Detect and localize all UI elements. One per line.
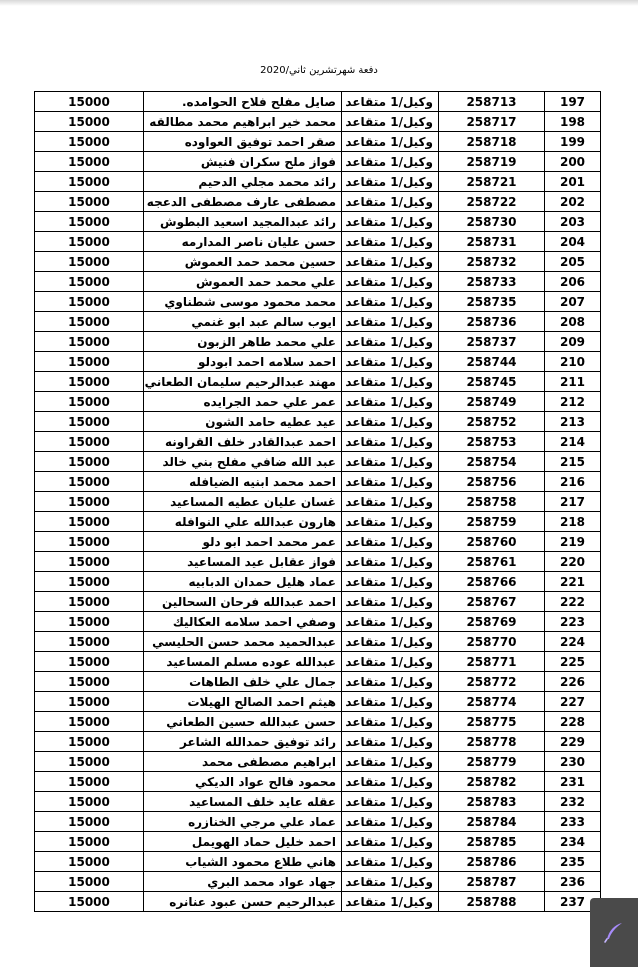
row-seq-cell: 216 xyxy=(545,472,601,492)
table-row xyxy=(35,112,601,132)
row-rank-cell: وكيل/1 متقاعد xyxy=(342,552,439,572)
row-rank-cell: وكيل/1 متقاعد xyxy=(342,812,439,832)
row-name-cell: احمد محمد ابنيه الضيافله xyxy=(144,472,342,492)
row-seq-cell: 200 xyxy=(545,152,601,172)
row-number-cell: 258782 xyxy=(439,772,545,792)
table-row xyxy=(35,812,601,832)
row-number-cell: 258753 xyxy=(439,432,545,452)
row-amount-cell: 15000 xyxy=(35,492,144,512)
row-seq-cell: 201 xyxy=(545,172,601,192)
row-seq-cell: 225 xyxy=(545,652,601,672)
row-amount-cell: 15000 xyxy=(35,332,144,352)
table-row xyxy=(35,672,601,692)
row-rank-cell: وكيل/1 متقاعد xyxy=(342,872,439,892)
row-rank-cell: وكيل/1 متقاعد xyxy=(342,632,439,652)
row-name-cell: مصطفى عارف مصطفى الدعجه xyxy=(144,192,342,212)
row-rank-cell: وكيل/1 متقاعد xyxy=(342,712,439,732)
row-seq-cell: 212 xyxy=(545,392,601,412)
row-number-cell: 258760 xyxy=(439,532,545,552)
row-amount-cell: 15000 xyxy=(35,772,144,792)
row-rank-cell: وكيل/1 متقاعد xyxy=(342,652,439,672)
table-row xyxy=(35,612,601,632)
row-amount-cell: 15000 xyxy=(35,592,144,612)
row-name-cell: عبد الله ضافي مفلح بني خالد xyxy=(144,452,342,472)
row-name-cell: عبدالرحيم حسن عبود عنانره xyxy=(144,892,342,912)
table-row xyxy=(35,572,601,592)
table-row xyxy=(35,412,601,432)
row-amount-cell: 15000 xyxy=(35,392,144,412)
row-name-cell: فواز ملح سكران فنيش xyxy=(144,152,342,172)
row-rank-cell: وكيل/1 متقاعد xyxy=(342,792,439,812)
row-rank-cell: وكيل/1 متقاعد xyxy=(342,572,439,592)
row-name-cell: عبدالحميد محمد حسن الحليسي xyxy=(144,632,342,652)
row-name-cell: هاني طلاع محمود الشياب xyxy=(144,852,342,872)
row-rank-cell: وكيل/1 متقاعد xyxy=(342,732,439,752)
row-amount-cell: 15000 xyxy=(35,612,144,632)
row-number-cell: 258732 xyxy=(439,252,545,272)
row-number-cell: 258767 xyxy=(439,592,545,612)
table-row xyxy=(35,892,601,912)
table-row xyxy=(35,452,601,472)
row-number-cell: 258735 xyxy=(439,292,545,312)
table-row xyxy=(35,692,601,712)
table-row xyxy=(35,352,601,372)
row-seq-cell: 229 xyxy=(545,732,601,752)
row-name-cell: علي محمد طاهر الزبون xyxy=(144,332,342,352)
row-seq-cell: 227 xyxy=(545,692,601,712)
row-number-cell: 258786 xyxy=(439,852,545,872)
row-number-cell: 258774 xyxy=(439,692,545,712)
table-row xyxy=(35,272,601,292)
table-row xyxy=(35,232,601,252)
row-seq-cell: 237 xyxy=(545,892,601,912)
row-rank-cell: وكيل/1 متقاعد xyxy=(342,232,439,252)
table-row xyxy=(35,92,601,112)
row-name-cell: رائد محمد مجلي الدحيم xyxy=(144,172,342,192)
row-amount-cell: 15000 xyxy=(35,272,144,292)
row-number-cell: 258761 xyxy=(439,552,545,572)
row-seq-cell: 221 xyxy=(545,572,601,592)
row-rank-cell: وكيل/1 متقاعد xyxy=(342,612,439,632)
row-rank-cell: وكيل/1 متقاعد xyxy=(342,192,439,212)
row-number-cell: 258717 xyxy=(439,112,545,132)
table-row xyxy=(35,152,601,172)
row-seq-cell: 218 xyxy=(545,512,601,532)
feather-pen-icon xyxy=(602,920,626,944)
row-amount-cell: 15000 xyxy=(35,872,144,892)
row-name-cell: احمد سلامه احمد ابودلو xyxy=(144,352,342,372)
table-row xyxy=(35,192,601,212)
row-number-cell: 258730 xyxy=(439,212,545,232)
table-row xyxy=(35,552,601,572)
row-name-cell: ابراهيم مصطفى محمد xyxy=(144,752,342,772)
row-rank-cell: وكيل/1 متقاعد xyxy=(342,452,439,472)
row-name-cell: عبدالله عوده مسلم المساعيد xyxy=(144,652,342,672)
row-number-cell: 258744 xyxy=(439,352,545,372)
row-amount-cell: 15000 xyxy=(35,632,144,652)
table-row xyxy=(35,292,601,312)
row-amount-cell: 15000 xyxy=(35,532,144,552)
row-number-cell: 258766 xyxy=(439,572,545,592)
row-amount-cell: 15000 xyxy=(35,412,144,432)
row-seq-cell: 236 xyxy=(545,872,601,892)
row-amount-cell: 15000 xyxy=(35,512,144,532)
row-rank-cell: وكيل/1 متقاعد xyxy=(342,312,439,332)
table-row xyxy=(35,512,601,532)
table-body xyxy=(35,92,601,912)
row-rank-cell: وكيل/1 متقاعد xyxy=(342,92,439,112)
row-seq-cell: 231 xyxy=(545,772,601,792)
row-seq-cell: 203 xyxy=(545,212,601,232)
table-row xyxy=(35,432,601,452)
row-seq-cell: 214 xyxy=(545,432,601,452)
row-rank-cell: وكيل/1 متقاعد xyxy=(342,852,439,872)
row-amount-cell: 15000 xyxy=(35,712,144,732)
row-rank-cell: وكيل/1 متقاعد xyxy=(342,272,439,292)
row-amount-cell: 15000 xyxy=(35,112,144,132)
row-amount-cell: 15000 xyxy=(35,372,144,392)
row-number-cell: 258733 xyxy=(439,272,545,292)
row-seq-cell: 219 xyxy=(545,532,601,552)
row-rank-cell: وكيل/1 متقاعد xyxy=(342,352,439,372)
row-seq-cell: 217 xyxy=(545,492,601,512)
row-rank-cell: وكيل/1 متقاعد xyxy=(342,152,439,172)
row-name-cell: محمود فالح عواد الديكي xyxy=(144,772,342,792)
table-row xyxy=(35,752,601,772)
table-row xyxy=(35,312,601,332)
row-number-cell: 258779 xyxy=(439,752,545,772)
row-rank-cell: وكيل/1 متقاعد xyxy=(342,172,439,192)
row-number-cell: 258722 xyxy=(439,192,545,212)
row-number-cell: 258749 xyxy=(439,392,545,412)
table-row xyxy=(35,652,601,672)
table-row xyxy=(35,492,601,512)
row-number-cell: 258758 xyxy=(439,492,545,512)
row-seq-cell: 235 xyxy=(545,852,601,872)
row-amount-cell: 15000 xyxy=(35,192,144,212)
row-number-cell: 258719 xyxy=(439,152,545,172)
row-seq-cell: 197 xyxy=(545,92,601,112)
row-rank-cell: وكيل/1 متقاعد xyxy=(342,892,439,912)
row-seq-cell: 209 xyxy=(545,332,601,352)
row-number-cell: 258721 xyxy=(439,172,545,192)
table-row xyxy=(35,532,601,552)
row-rank-cell: وكيل/1 متقاعد xyxy=(342,692,439,712)
row-seq-cell: 234 xyxy=(545,832,601,852)
row-seq-cell: 226 xyxy=(545,672,601,692)
table-row xyxy=(35,212,601,232)
row-number-cell: 258754 xyxy=(439,452,545,472)
row-rank-cell: وكيل/1 متقاعد xyxy=(342,292,439,312)
row-name-cell: حسن عبدالله حسين الطعاني xyxy=(144,712,342,732)
row-rank-cell: وكيل/1 متقاعد xyxy=(342,112,439,132)
row-rank-cell: وكيل/1 متقاعد xyxy=(342,832,439,852)
row-seq-cell: 230 xyxy=(545,752,601,772)
row-name-cell: احمد عبدالله فرحان السحالين xyxy=(144,592,342,612)
row-name-cell: عماد علي مرجي الخنازره xyxy=(144,812,342,832)
row-rank-cell: وكيل/1 متقاعد xyxy=(342,752,439,772)
row-seq-cell: 224 xyxy=(545,632,601,652)
row-amount-cell: 15000 xyxy=(35,352,144,372)
row-name-cell: جهاد عواد محمد البري xyxy=(144,872,342,892)
row-amount-cell: 15000 xyxy=(35,852,144,872)
row-number-cell: 258788 xyxy=(439,892,545,912)
row-rank-cell: وكيل/1 متقاعد xyxy=(342,472,439,492)
row-seq-cell: 232 xyxy=(545,792,601,812)
row-name-cell: غسان عليان عطيه المساعيد xyxy=(144,492,342,512)
row-amount-cell: 15000 xyxy=(35,672,144,692)
row-name-cell: محمد خير ابراهيم محمد مطالقه xyxy=(144,112,342,132)
table-row xyxy=(35,832,601,852)
row-rank-cell: وكيل/1 متقاعد xyxy=(342,212,439,232)
row-amount-cell: 15000 xyxy=(35,312,144,332)
table-row xyxy=(35,712,601,732)
row-seq-cell: 202 xyxy=(545,192,601,212)
row-number-cell: 258778 xyxy=(439,732,545,752)
row-seq-cell: 206 xyxy=(545,272,601,292)
row-seq-cell: 228 xyxy=(545,712,601,732)
row-amount-cell: 15000 xyxy=(35,572,144,592)
row-amount-cell: 15000 xyxy=(35,692,144,712)
table-row xyxy=(35,392,601,412)
row-amount-cell: 15000 xyxy=(35,252,144,272)
row-name-cell: عيد عطيه حامد الشون xyxy=(144,412,342,432)
row-seq-cell: 205 xyxy=(545,252,601,272)
row-number-cell: 258784 xyxy=(439,812,545,832)
row-seq-cell: 208 xyxy=(545,312,601,332)
row-seq-cell: 211 xyxy=(545,372,601,392)
table-row xyxy=(35,852,601,872)
row-number-cell: 258771 xyxy=(439,652,545,672)
row-amount-cell: 15000 xyxy=(35,152,144,172)
table-row xyxy=(35,632,601,652)
table-row xyxy=(35,732,601,752)
row-name-cell: عمر علي حمد الجرايده xyxy=(144,392,342,412)
row-rank-cell: وكيل/1 متقاعد xyxy=(342,412,439,432)
row-number-cell: 258772 xyxy=(439,672,545,692)
row-name-cell: صقر احمد توفيق العواوده xyxy=(144,132,342,152)
row-name-cell: عقله عايد خلف المساعيد xyxy=(144,792,342,812)
row-seq-cell: 198 xyxy=(545,112,601,132)
row-number-cell: 258713 xyxy=(439,92,545,112)
row-name-cell: فواز عقابل عيد المساعيد xyxy=(144,552,342,572)
row-number-cell: 258737 xyxy=(439,332,545,352)
row-amount-cell: 15000 xyxy=(35,452,144,472)
row-seq-cell: 213 xyxy=(545,412,601,432)
row-number-cell: 258731 xyxy=(439,232,545,252)
row-rank-cell: وكيل/1 متقاعد xyxy=(342,492,439,512)
top-edge-shadow xyxy=(0,0,638,6)
row-rank-cell: وكيل/1 متقاعد xyxy=(342,132,439,152)
row-number-cell: 258785 xyxy=(439,832,545,852)
row-rank-cell: وكيل/1 متقاعد xyxy=(342,252,439,272)
row-amount-cell: 15000 xyxy=(35,752,144,772)
row-name-cell: وصفي احمد سلامه العكاليك xyxy=(144,612,342,632)
row-seq-cell: 222 xyxy=(545,592,601,612)
row-name-cell: عماد هليل حمدان الدبابيه xyxy=(144,572,342,592)
row-seq-cell: 223 xyxy=(545,612,601,632)
table-row xyxy=(35,252,601,272)
row-number-cell: 258756 xyxy=(439,472,545,492)
table-row xyxy=(35,472,601,492)
row-rank-cell: وكيل/1 متقاعد xyxy=(342,332,439,352)
row-amount-cell: 15000 xyxy=(35,552,144,572)
row-name-cell: حسين محمد حمد العموش xyxy=(144,252,342,272)
row-seq-cell: 199 xyxy=(545,132,601,152)
row-number-cell: 258759 xyxy=(439,512,545,532)
row-amount-cell: 15000 xyxy=(35,232,144,252)
table-row xyxy=(35,172,601,192)
row-name-cell: مهند عبدالرحيم سليمان الطعاني xyxy=(144,372,342,392)
row-rank-cell: وكيل/1 متقاعد xyxy=(342,372,439,392)
edit-floating-button[interactable] xyxy=(590,898,638,967)
row-number-cell: 258718 xyxy=(439,132,545,152)
row-number-cell: 258775 xyxy=(439,712,545,732)
row-name-cell: حسن عليان ناصر المدارمه xyxy=(144,232,342,252)
row-rank-cell: وكيل/1 متقاعد xyxy=(342,392,439,412)
table-row xyxy=(35,132,601,152)
table-row xyxy=(35,772,601,792)
row-amount-cell: 15000 xyxy=(35,832,144,852)
row-seq-cell: 210 xyxy=(545,352,601,372)
row-name-cell: هارون عبدالله علي النوافله xyxy=(144,512,342,532)
row-number-cell: 258787 xyxy=(439,872,545,892)
row-name-cell: محمد محمود موسى شطناوي xyxy=(144,292,342,312)
row-name-cell: جمال علي خلف الطاهات xyxy=(144,672,342,692)
table-row xyxy=(35,872,601,892)
row-rank-cell: وكيل/1 متقاعد xyxy=(342,672,439,692)
row-amount-cell: 15000 xyxy=(35,792,144,812)
row-amount-cell: 15000 xyxy=(35,432,144,452)
row-amount-cell: 15000 xyxy=(35,172,144,192)
row-amount-cell: 15000 xyxy=(35,472,144,492)
row-amount-cell: 15000 xyxy=(35,212,144,232)
page-title: دفعة شهرتشرين ثاني/2020 xyxy=(260,65,378,76)
row-seq-cell: 204 xyxy=(545,232,601,252)
payment-table xyxy=(34,91,601,912)
row-name-cell: صايل مفلح فلاح الحوامده. xyxy=(144,92,342,112)
row-amount-cell: 15000 xyxy=(35,652,144,672)
table-row xyxy=(35,792,601,812)
row-amount-cell: 15000 xyxy=(35,292,144,312)
row-seq-cell: 233 xyxy=(545,812,601,832)
row-name-cell: عمر محمد احمد ابو دلو xyxy=(144,532,342,552)
row-rank-cell: وكيل/1 متقاعد xyxy=(342,532,439,552)
row-name-cell: احمد خليل حماد الهويمل xyxy=(144,832,342,852)
row-number-cell: 258769 xyxy=(439,612,545,632)
row-name-cell: ايوب سالم عبد ابو غنمي xyxy=(144,312,342,332)
row-number-cell: 258783 xyxy=(439,792,545,812)
table-row xyxy=(35,372,601,392)
row-seq-cell: 215 xyxy=(545,452,601,472)
row-amount-cell: 15000 xyxy=(35,732,144,752)
row-rank-cell: وكيل/1 متقاعد xyxy=(342,592,439,612)
row-seq-cell: 207 xyxy=(545,292,601,312)
table-row xyxy=(35,592,601,612)
row-name-cell: احمد عبدالقادر خلف القراونه xyxy=(144,432,342,452)
row-number-cell: 258736 xyxy=(439,312,545,332)
row-amount-cell: 15000 xyxy=(35,892,144,912)
row-number-cell: 258752 xyxy=(439,412,545,432)
row-number-cell: 258770 xyxy=(439,632,545,652)
row-amount-cell: 15000 xyxy=(35,92,144,112)
row-name-cell: علي محمد حمد العموش xyxy=(144,272,342,292)
row-amount-cell: 15000 xyxy=(35,132,144,152)
row-rank-cell: وكيل/1 متقاعد xyxy=(342,432,439,452)
row-number-cell: 258745 xyxy=(439,372,545,392)
row-rank-cell: وكيل/1 متقاعد xyxy=(342,512,439,532)
row-name-cell: رائد توفيق حمدالله الشاعر xyxy=(144,732,342,752)
row-name-cell: هيثم احمد الصالح الهيلات xyxy=(144,692,342,712)
row-amount-cell: 15000 xyxy=(35,812,144,832)
row-seq-cell: 220 xyxy=(545,552,601,572)
row-name-cell: رائد عبدالمجيد اسعيد البطوش xyxy=(144,212,342,232)
row-rank-cell: وكيل/1 متقاعد xyxy=(342,772,439,792)
table-row xyxy=(35,332,601,352)
